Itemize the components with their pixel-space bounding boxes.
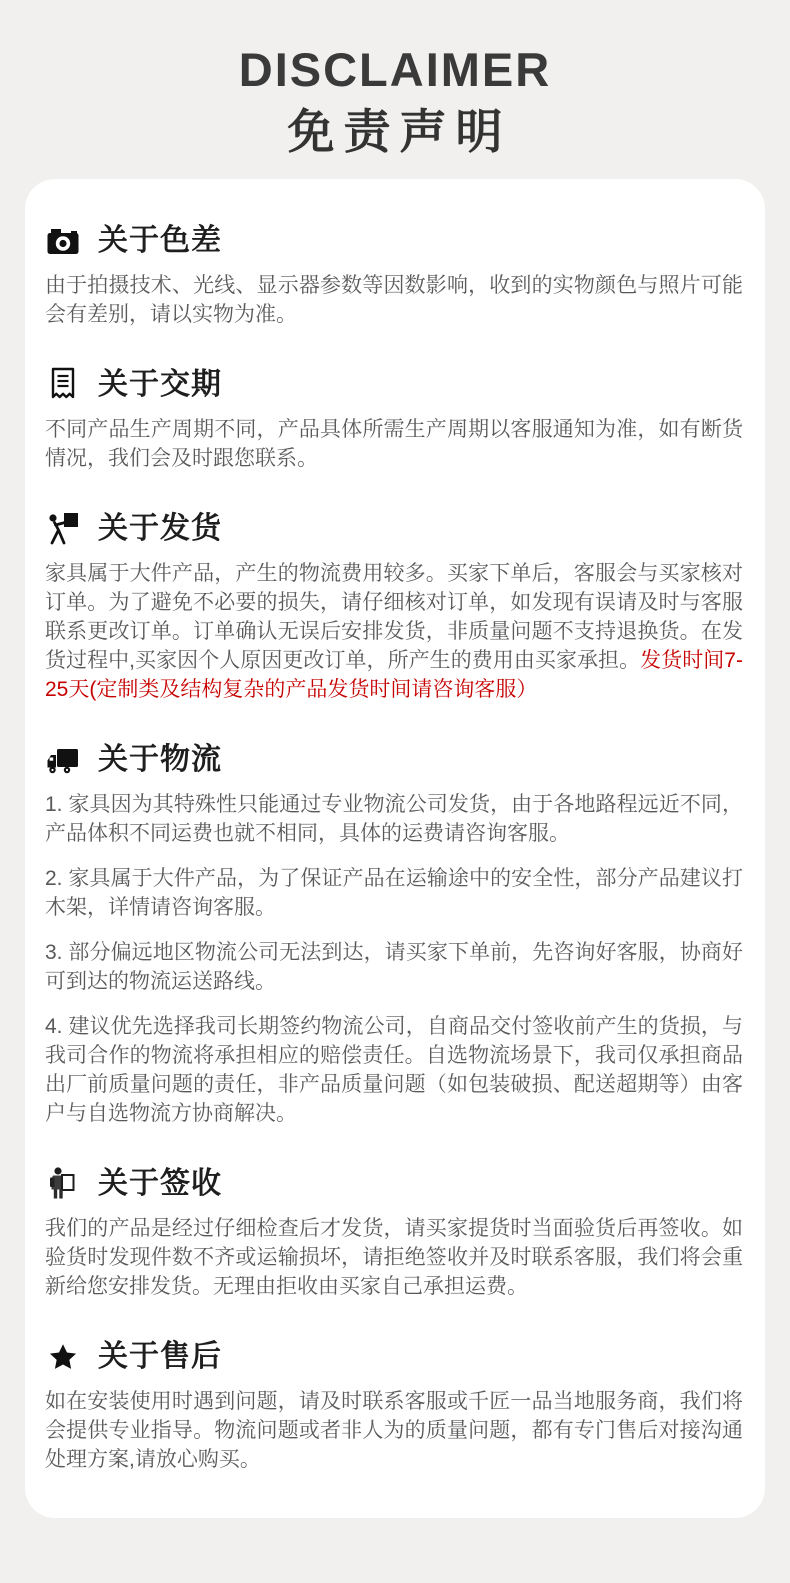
star-icon (45, 1339, 81, 1375)
shipping-time-warning: 发货时间7-25天(定制类及结构复杂的产品发货时间请咨询客服） (45, 649, 743, 702)
page-title-english: DISCLAIMER (238, 43, 552, 96)
section-heading (45, 223, 743, 259)
receipt-icon (45, 367, 81, 403)
section-paragraph: 我们的产品是经过仔细检查后才发货，请买家提货时当面验货后再签收。如验货时发现件数不齐或运输损坏，请拒绝签收并及时联系客服，我们将会重新给您安排发货。无理由拒收由买家自己承担运费。 (45, 1217, 743, 1299)
section-title: 关于交期 (98, 368, 222, 402)
section-paragraph: 1. 家具因为其特殊性只能通过专业物流公司发货，由于各地路程远近不同，产品体积不同运费也就不相同，具体的运费请咨询客服。 (45, 793, 743, 846)
section-title: 关于售后 (98, 1340, 222, 1374)
disclaimer-card (25, 179, 765, 1518)
section-paragraph: 4. 建议优先选择我司长期签约物流公司，自商品交付签收前产生的货损，与我司合作的物流将承担相应的赔偿责任。自选物流场景下，我司仅承担商品出厂前质量问题的责任，非产品质量问题（如包装破损、配送超期等）由客户与自选物流方协商解决。 (45, 1015, 743, 1126)
shipping-text: 家具属于大件产品，产生的物流费用较多。买家下单后，客服会与买家核对订单。为了避免不必要的损失，请仔细核对订单，如发现有误请及时与客服联系更改订单。订单确认无误后安排发货，非质量问题不支持退换货。在发货过程中,买家因个人原因更改订单，所产生的费用由买家承担。 (45, 562, 743, 673)
section-color-difference (45, 223, 743, 329)
section-paragraph (45, 559, 743, 704)
section-paragraph: 2. 家具属于大件产品，为了保证产品在运输途中的安全性，部分产品建议打木架，详情请咨询客服。 (45, 867, 743, 920)
courier-icon (45, 1166, 81, 1202)
section-receiving (45, 1166, 743, 1301)
section-heading (45, 367, 743, 403)
camera-icon (45, 223, 81, 259)
section-title: 关于色差 (98, 224, 222, 258)
section-shipping (45, 511, 743, 704)
section-paragraph: 3. 部分偏远地区物流公司无法到达，请买家下单前，先咨询好客服，协商好可到达的物流运送路线。 (45, 941, 743, 994)
truck-icon (45, 742, 81, 778)
section-heading (45, 1339, 743, 1375)
section-paragraph: 不同产品生产周期不同，产品具体所需生产周期以客服通知为准，如有断货情况，我们会及时跟您联系。 (45, 418, 743, 471)
section-delivery-time (45, 367, 743, 473)
porter-icon (45, 511, 81, 547)
section-title: 关于物流 (98, 743, 222, 777)
section-after-sales (45, 1339, 743, 1474)
page-title-chinese: 免责声明 (287, 104, 512, 158)
section-heading (45, 1166, 743, 1202)
page-header (0, 0, 790, 157)
section-title: 关于签收 (98, 1167, 222, 1201)
section-paragraph: 如在安装使用时遇到问题，请及时联系客服或千匠一品当地服务商，我们将会提供专业指导。物流问题或者非人为的质量问题，都有专门售后对接沟通处理方案,请放心购买。 (45, 1390, 743, 1472)
section-logistics (45, 742, 743, 1128)
section-paragraph: 由于拍摄技术、光线、显示器参数等因数影响，收到的实物颜色与照片可能会有差别，请以实物为准。 (45, 274, 743, 327)
section-heading (45, 742, 743, 778)
section-heading (45, 511, 743, 547)
section-title: 关于发货 (98, 512, 222, 546)
